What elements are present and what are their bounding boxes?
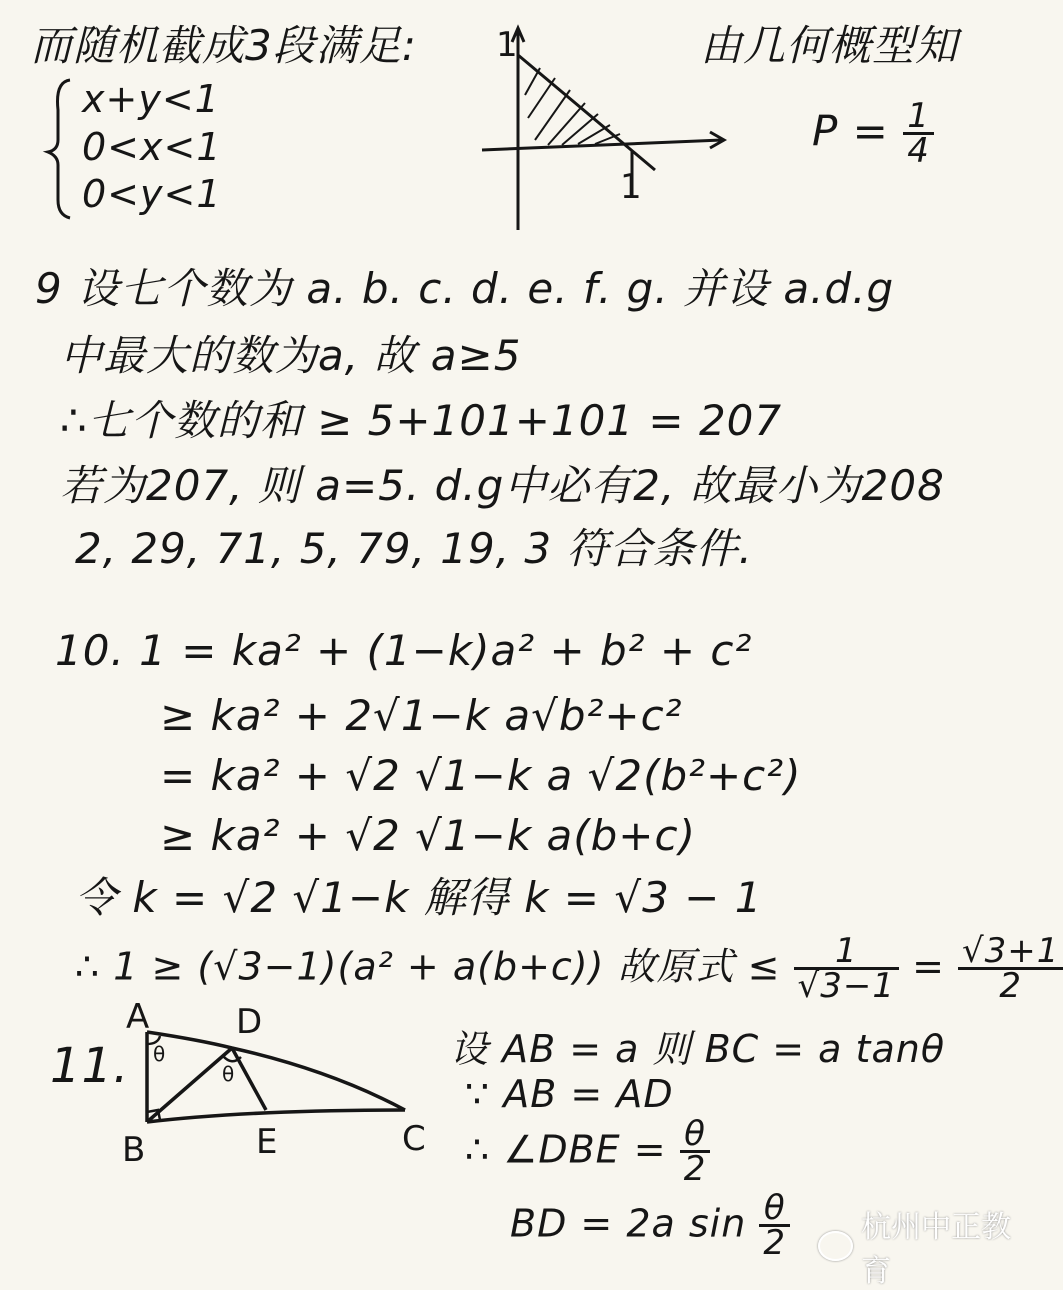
problem10-line-1: 10. 1 = ka² + (1−k)a² + b² + c²	[55, 626, 753, 675]
probability-result	[812, 96, 934, 172]
problem10-line-5: 令 k = √2 √1−k 解得 k = √3 − 1	[75, 873, 763, 922]
point-b: B	[122, 1130, 146, 1170]
frac2-num: √3+1	[958, 935, 1063, 970]
theta: θ	[759, 1192, 790, 1227]
problem11-line-1: 设 AB = a 则 BC = a tanθ	[450, 1027, 946, 1071]
p-num: 1	[903, 100, 934, 135]
system-eq-2: 0<x<1	[82, 125, 222, 169]
theta-half-2	[759, 1188, 790, 1264]
problem8-intro: 而随机截成3段满足:	[30, 21, 417, 70]
two: 2	[683, 1149, 707, 1190]
fraction-1	[794, 931, 899, 1007]
theta-half	[680, 1114, 711, 1190]
system-eq-3: 0<y<1	[82, 172, 222, 216]
watermark	[818, 1202, 1036, 1290]
problem9-line-4: 若为207, 则 a=5. d.g中必有2, 故最小为208	[60, 461, 945, 510]
watermark-text: 杭州中正教育	[861, 1210, 1012, 1289]
p-den: 4	[907, 131, 930, 172]
system-eq-1: x+y<1	[82, 77, 220, 121]
geometry-figure	[147, 1032, 405, 1122]
two: 2	[763, 1223, 787, 1264]
problem10-line-3: = ka² + √2 √1−k a √2(b²+c²)	[160, 751, 802, 800]
problem9-line-2: 中最大的数为a, 故 a≥5	[60, 331, 522, 380]
angle-a-label: θ	[153, 1042, 166, 1066]
problem9-line-5: 2, 29, 71, 5, 79, 19, 3 符合条件.	[75, 524, 753, 573]
theta: θ	[680, 1118, 711, 1153]
wechat-icon	[818, 1231, 853, 1261]
problem11-number: 11.	[50, 1038, 130, 1094]
p-label: P =	[812, 106, 889, 156]
angle-d-label: θ	[222, 1062, 235, 1086]
graph-x-label: 1	[620, 167, 642, 207]
point-c: C	[402, 1119, 426, 1159]
final-prefix: ∴ 1 ≥ (√3−1)(a² + a(b+c)) 故原式 ≤	[75, 944, 781, 989]
point-e: E	[256, 1122, 278, 1162]
bd-prefix: BD = 2a sin	[510, 1201, 747, 1246]
equals: =	[912, 944, 945, 989]
problem10-line-2: ≥ ka² + 2√1−k a√b²+c²	[160, 691, 683, 740]
problem9-line-1: 9 设七个数为 a. b. c. d. e. f. g. 并设 a.d.g	[35, 264, 895, 313]
frac2-den: 2	[999, 966, 1023, 1007]
point-d: D	[236, 1002, 263, 1042]
problem11-line-3	[465, 1114, 710, 1190]
p-fraction	[903, 96, 934, 172]
problem11-line-2: ∵ AB = AD	[465, 1072, 674, 1116]
problem11-line-4	[510, 1188, 790, 1264]
point-a: A	[126, 997, 150, 1037]
dbe-prefix: ∴ ∠DBE =	[465, 1127, 667, 1172]
problem10-line-4: ≥ ka² + √2 √1−k a(b+c)	[160, 811, 696, 860]
system-brace	[48, 80, 70, 218]
fraction-2	[958, 931, 1063, 1007]
problem9-line-3: ∴七个数的和 ≥ 5+101+101 = 207	[60, 396, 783, 445]
frac1-num: 1	[794, 935, 899, 970]
probability-graph	[482, 25, 724, 230]
frac1-den: √3−1	[797, 966, 895, 1007]
problem8-conclusion: 由几何概型知	[700, 21, 959, 70]
problem10-final	[75, 931, 1063, 1007]
graph-y-label: 1	[496, 25, 518, 65]
